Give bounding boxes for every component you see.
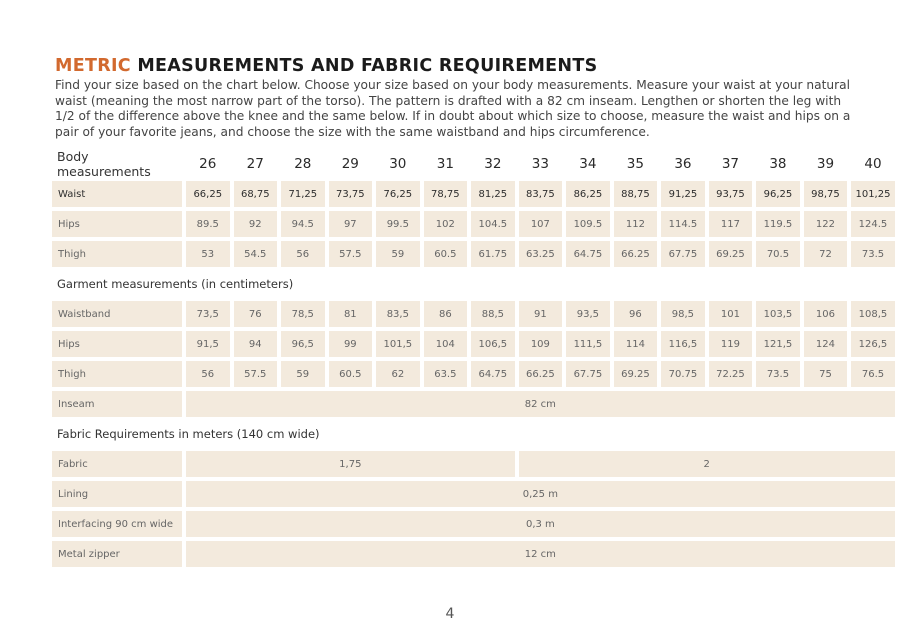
table-cell: 99.5	[376, 211, 420, 237]
title-rest: MEASUREMENTS AND FABRIC REQUIREMENTS	[130, 56, 598, 76]
table-cell: 60.5	[424, 241, 468, 267]
table-cell: 117	[709, 211, 753, 237]
table-cell: 64.75	[566, 241, 610, 267]
table-cell: 96,25	[756, 181, 800, 207]
table-cell: 96	[614, 301, 658, 327]
table-cell: 72	[804, 241, 848, 267]
table-cell: 54.5	[234, 241, 278, 267]
table-cell: 73,5	[186, 301, 230, 327]
row-label: Hips	[52, 211, 182, 237]
table-cell: 88,75	[614, 181, 658, 207]
table-cell: 57.5	[329, 241, 373, 267]
table-cell: 83,75	[519, 181, 563, 207]
table-cell: 112	[614, 211, 658, 237]
table-cell: 98,5	[661, 301, 705, 327]
table-cell: 99	[329, 331, 373, 357]
table-cell: 63.5	[424, 361, 468, 387]
size-header: 35	[626, 156, 644, 172]
size-header: 39	[816, 156, 835, 172]
table-cell: 93,5	[566, 301, 610, 327]
garment-measurements-table	[52, 271, 895, 417]
table-cell: 96,5	[281, 331, 325, 357]
fabric-section-title: Fabric Requirements in meters (140 cm wide)	[57, 427, 320, 441]
fabric-value-large: 2	[519, 451, 895, 477]
table-cell: 124	[804, 331, 848, 357]
table-cell: 121,5	[756, 331, 800, 357]
size-header: 30	[389, 156, 407, 172]
table-cell: 89.5	[186, 211, 230, 237]
table-cell: 106,5	[471, 331, 515, 357]
table-cell: 116,5	[661, 331, 705, 357]
table-cell: 101,25	[851, 181, 895, 207]
table-cell: 88,5	[471, 301, 515, 327]
inseam-label: Inseam	[52, 391, 182, 417]
table-cell: 91,25	[661, 181, 705, 207]
table-cell: 81,25	[471, 181, 515, 207]
size-header: 27	[246, 156, 264, 172]
table-cell: 68,75	[234, 181, 278, 207]
size-header: 38	[769, 156, 787, 172]
table-cell: 114	[614, 331, 658, 357]
table-cell: 126,5	[851, 331, 895, 357]
table-cell: 83,5	[376, 301, 420, 327]
table-cell: 92	[234, 211, 278, 237]
table-cell: 106	[804, 301, 848, 327]
table-cell: 56	[281, 241, 325, 267]
size-header: 32	[484, 156, 502, 172]
table-cell: 76,25	[376, 181, 420, 207]
table-cell: 94.5	[281, 211, 325, 237]
table-cell: 104.5	[471, 211, 515, 237]
table-cell: 78,5	[281, 301, 325, 327]
row-label: Thigh	[52, 241, 182, 267]
table-cell: 73.5	[851, 241, 895, 267]
page-title	[55, 56, 598, 76]
table-cell: 67.75	[661, 241, 705, 267]
table-cell: 53	[186, 241, 230, 267]
row-label: Waistband	[52, 301, 182, 327]
table-cell: 73.5	[756, 361, 800, 387]
table-cell: 72.25	[709, 361, 753, 387]
table-cell: 67.75	[566, 361, 610, 387]
table-cell: 97	[329, 211, 373, 237]
table-cell: 73,75	[329, 181, 373, 207]
table-cell: 69.25	[614, 361, 658, 387]
table-cell: 102	[424, 211, 468, 237]
table-cell: 101,5	[376, 331, 420, 357]
table-cell: 71,25	[281, 181, 325, 207]
table-cell: 104	[424, 331, 468, 357]
table-cell: 93,75	[709, 181, 753, 207]
table-cell: 86	[424, 301, 468, 327]
page-number: 4	[445, 606, 455, 622]
garment-section-title: Garment measurements (in centimeters)	[57, 277, 294, 291]
row-label: Thigh	[52, 361, 182, 387]
table-cell: 81	[329, 301, 373, 327]
size-header: 36	[674, 156, 692, 172]
size-header: 28	[294, 156, 312, 172]
table-cell: 59	[376, 241, 420, 267]
size-header: 37	[721, 156, 740, 172]
table-cell: 124.5	[851, 211, 895, 237]
intro-paragraph: Find your size based on the chart below. Choose your size based on your body measurements. Measure your waist at your natural waist (meaning the most narrow part of the torso). The pattern is drafted with a 82 cm inseam. Lengthen or shorten the leg with 1/2 of the difference above the knee and the same below. If in doubt about which size to choose, measure the waist and hips on a pair of your favorite jeans, and choose the size with the same waistband and hips circumference.	[55, 78, 851, 139]
size-header: 33	[531, 156, 549, 172]
table-cell: 56	[186, 361, 230, 387]
table-cell: 98,75	[804, 181, 848, 207]
table-cell: 63.25	[519, 241, 563, 267]
table-cell: 69.25	[709, 241, 753, 267]
size-header: 40	[864, 156, 882, 172]
table-cell: 57.5	[234, 361, 278, 387]
size-header: 26	[199, 156, 217, 172]
table-cell: 64.75	[471, 361, 515, 387]
table-cell: 59	[281, 361, 325, 387]
table-cell: 66.25	[519, 361, 563, 387]
table-cell: 61.75	[471, 241, 515, 267]
table-cell: 103,5	[756, 301, 800, 327]
table-cell: 78,75	[424, 181, 468, 207]
table-cell: 111,5	[566, 331, 610, 357]
table-cell: 91	[519, 301, 563, 327]
fabric-value-small: 1,75	[186, 451, 515, 477]
table-cell: 70.75	[661, 361, 705, 387]
table-cell: 62	[376, 361, 420, 387]
table-cell: 119	[709, 331, 753, 357]
table-cell: 70.5	[756, 241, 800, 267]
inseam-value: 82 cm	[186, 391, 895, 417]
table-cell: 91,5	[186, 331, 230, 357]
table-cell: 60.5	[329, 361, 373, 387]
table-cell: 109	[519, 331, 563, 357]
table-cell: 108,5	[851, 301, 895, 327]
table-cell: 107	[519, 211, 563, 237]
interfacing-value: 0,3 m	[186, 511, 895, 537]
table-cell: 122	[804, 211, 848, 237]
body-measurements-table	[52, 151, 895, 267]
table-cell: 101	[709, 301, 753, 327]
row-label: Waist	[52, 181, 182, 207]
table-cell: 76	[234, 301, 278, 327]
row-label: Hips	[52, 331, 182, 357]
table-cell: 94	[234, 331, 278, 357]
body-header-label: Body measurements	[57, 149, 151, 179]
size-header: 34	[579, 156, 597, 172]
lining-value: 0,25 m	[186, 481, 895, 507]
table-cell: 75	[804, 361, 848, 387]
lining-label: Lining	[52, 481, 182, 507]
table-cell: 66.25	[614, 241, 658, 267]
size-header: 29	[341, 156, 359, 172]
title-accent: METRIC	[55, 56, 131, 76]
table-cell: 86,25	[566, 181, 610, 207]
fabric-requirements-table	[52, 421, 895, 567]
table-cell: 76.5	[851, 361, 895, 387]
size-header: 31	[436, 156, 454, 172]
table-cell: 109.5	[566, 211, 610, 237]
table-cell: 119.5	[756, 211, 800, 237]
table-cell: 66,25	[186, 181, 230, 207]
interfacing-label: Interfacing 90 cm wide	[52, 511, 182, 537]
zipper-label: Metal zipper	[52, 541, 182, 567]
fabric-label: Fabric	[52, 451, 182, 477]
table-cell: 114.5	[661, 211, 705, 237]
zipper-value: 12 cm	[186, 541, 895, 567]
